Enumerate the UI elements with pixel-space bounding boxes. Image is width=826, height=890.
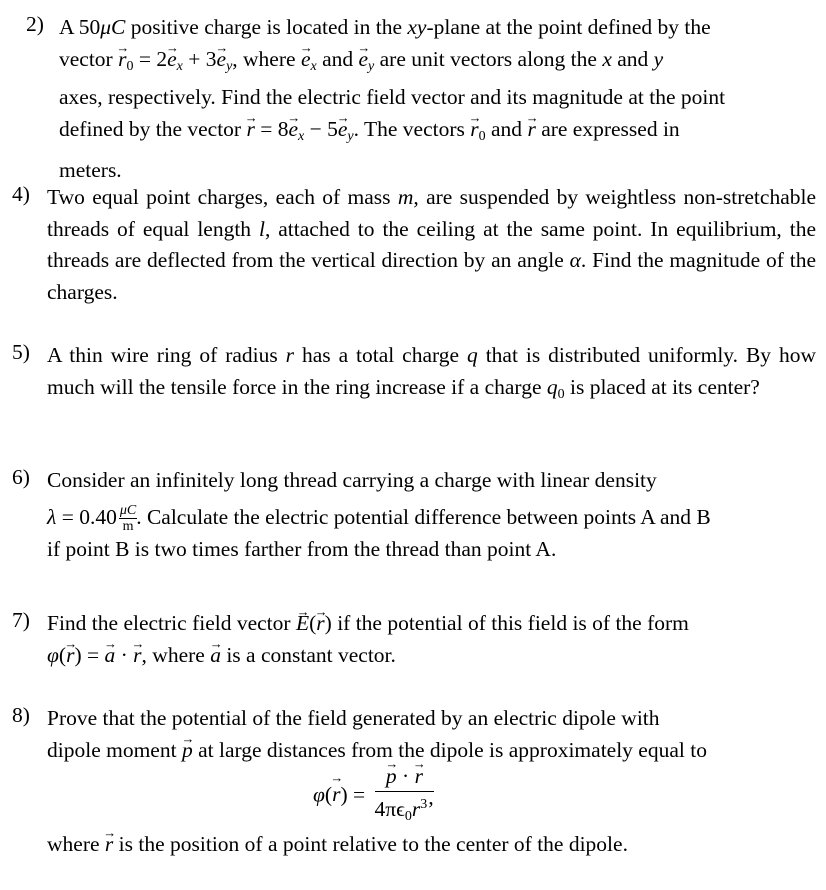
problem-text [59, 12, 812, 187]
equation-fraction: $\frac{p \to \cdot r \to}{4\pi\epsilon_0r^3’}$ [375, 763, 435, 830]
text-line: axes, respectively. Find the electric field vector and its magnitude at the point [59, 85, 726, 109]
text-line: λ = 0.40 $\frac{\mu C}{m}$ . Calculate the electric potential difference between points A and B [47, 503, 711, 535]
problem-text [47, 703, 816, 766]
text-line: Find the electric field vector E →(r →) if the potential of this field is of the form [47, 608, 816, 640]
problem-number: 4) [12, 182, 30, 206]
problem-text: A thin wire ring of radius r has a total charge q that is distributed uniformly. By how much will the tensile force in the ring increase if a charge $q_0$ is placed at its center? [47, 343, 816, 402]
text-line: if point B is two times farther from the thread than point A. [47, 537, 557, 562]
problem-text [47, 465, 816, 566]
text-line: Prove that the potential of the field generated by an electric dipole with [47, 706, 660, 730]
problem-text [47, 608, 816, 671]
text-line: Consider an infinitely long thread carrying a charge with linear density [47, 468, 657, 492]
text-line: A 50μC positive charge is located in the xy-plane at the point defined by the [59, 15, 711, 39]
problem-number: 6) [12, 465, 30, 489]
problem-text-end: where r → is the position of a point relative to the center of the dipole. [47, 829, 816, 861]
problem-text: Two equal point charges, each of mass m, are suspended by weightless non-stretchable threads of equal length l, attached to the ceiling at the same point. In equilibrium, the threads are deflected from the vertical direction by an angle α. Find the magnitude of the charges. [47, 185, 817, 304]
dipole-equation: φ(r →) = $\frac{p \to \cdot r \to}{4\pi\epsilon_0r^3’}$ [313, 763, 434, 830]
text-line: meters. [59, 158, 122, 182]
problem-number: 5) [12, 340, 30, 364]
text-line: φ(r →) = a → · r →, where a → is a constant vector. [47, 640, 816, 672]
problem-number: 7) [12, 608, 30, 632]
problem-number: 8) [12, 703, 30, 727]
text-line: vector $r \to_0 = 2e \to_x + 3e \to_y$, where $e \to_x$ and $e \to_y$ are unit vectors along the x and y [59, 44, 812, 83]
unit-fraction: $\frac{\mu C}{m}$ [119, 503, 137, 535]
text-line: defined by the vector r → = $8e \to_x - 5e \to_y$. The vectors $r \to_0$ and r → are expressed in [59, 114, 812, 153]
text-line: dipole moment p → at large distances from the dipole is approximately equal to [47, 735, 816, 767]
problem-number: 2) [26, 12, 44, 36]
